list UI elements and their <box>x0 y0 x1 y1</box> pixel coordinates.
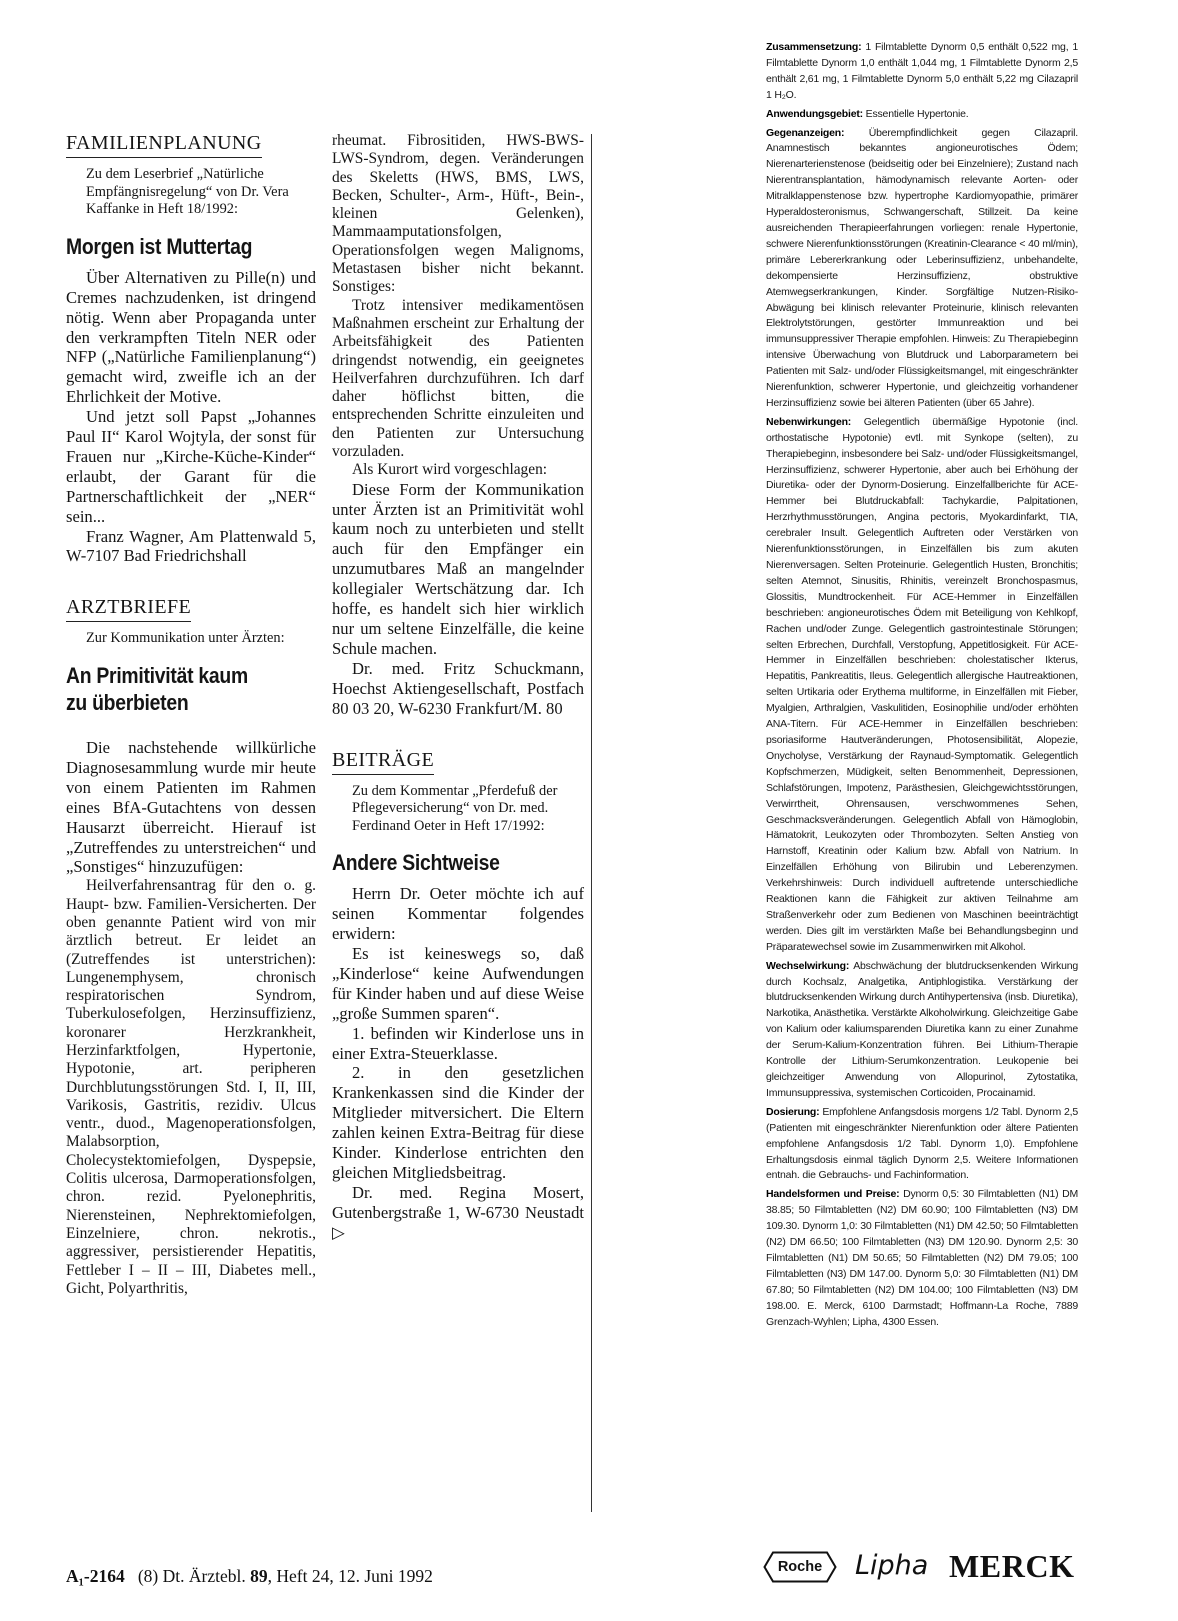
paragraph: Es ist keineswegs so, daß „Kinderlose“ keine Aufwendungen für Kinder haben und auf diese Weise „große Summen sparen“. <box>332 944 584 1023</box>
paragraph: Die nachstehende willkürliche Diagnosesammlung wurde mir heute von einem Patienten im Rahmen eines BfA-Gutachtens von dessen Hausarzt überreicht. Hierauf ist „Zutreffendes zu unterstreichen“ und „Sonstiges“ hinzuzufügen: <box>66 737 316 877</box>
section-title-arztbriefe: ARZTBRIEFE <box>66 596 316 622</box>
section-title-beitraege: BEITRÄGE <box>332 749 584 775</box>
section-title-familienplanung: FAMILIENPLANUNG <box>66 132 316 158</box>
column-divider <box>591 134 592 1512</box>
letter-intro-beitraege: Zu dem Kommentar „Pferdefuß der Pflegeversicherung“ von Dr. med. Ferdinand Oeter in Heft 17/1992: <box>352 782 558 834</box>
headline-primitivitaet <box>66 662 286 716</box>
quoted-form-text: rheumat. Fibrositiden, HWS-BWS-LWS-Syndrom, degen. Veränderungen des Skeletts (HWS, BMS, LWS, Becken, Schulter-, Arm-, Hüft-, Bein-, kleinen Gelenken), Mammaamputationsfolgen, Operationsfolgen wegen Malignoms, Metastasen bisher nicht bekannt. Sonstiges: <box>332 132 584 296</box>
page-code: A₁-2164 <box>66 1566 125 1586</box>
journal-volume: 89 <box>250 1566 268 1586</box>
letter-signature: Dr. med. Regina Mosert, Gutenbergstraße 1, W-6730 Neustadt ▷ <box>332 1182 584 1242</box>
lipha-logo: Lipha <box>855 1550 929 1581</box>
letter-body-familienplanung <box>66 268 316 567</box>
rx-zusammensetzung: Zusammensetzung: 1 Filmtablette Dynorm 0,5 enthält 0,522 mg, 1 Filmtablette Dynorm 1,0 enthält 1,044 mg, 1 Filmtablette Dynorm 2,5 enthält 2,61 mg, 1 Filmtablette Dynorm 5,0 enthält 5,22 mg Cilazapril 1 H₂O. <box>766 41 1078 101</box>
journal-name: (8) Dt. Ärztebl. <box>137 1566 246 1586</box>
paragraph: Und jetzt soll Papst „Johannes Paul II“ Karol Wojtyla, der sonst für Frauen nur „Kirche-Küche-Kinder“ erlaubt, der Garant für die Partnerschaftlichkeit der „NER“ sein... <box>66 407 316 526</box>
quoted-form-text: Heilverfahrensantrag für den o. g. Haupt- bzw. Familien-Versicherten. Der oben genannte Patient wird von mir ärztlich betreut. Er leidet an (Zutreffendes ist unterstrichen): Lungenemphysem, chronisch respiratorischen Syndrom, Tuberkulosefolgen, Herzinsuffizienz, koronarer Herzkrankheit, Herzinfarktfolgen, Hypertonie, Hypotonie, art. peripheren Durchblutungsstörungen Std. I, II, III, Varikosis, Gastritis, rezidiv. Ulcus ventr., duod., Magenoperationsfolgen, Malabsorption, Cholecystektomiefolgen, Dyspepsie, Colitis ulcerosa, Darmoperationsfolgen, chron. rezid. Pyelonephritis, Nierensteinen, Nephrektomiefolgen, Einzelniere, chron. nekrotis., aggressiver, persistierender Hepatitis, Fettleber I – II – III, Diabetes mell., Gicht, Polyarthritis, <box>66 877 316 1297</box>
paragraph: 1. befinden wir Kinderlose uns in einer Extra-Steuerklasse. <box>332 1023 584 1063</box>
column-middle <box>332 132 584 1243</box>
quoted-form-text: Trotz intensiver medikamentösen Maßnahmen erscheint zur Erhaltung der Arbeitsfähigkeit des Patienten dringendst notwendig, ein geeignetes Heilverfahren durchzuführen. Ich darf daher höflichst bitten, die entsprechenden Schritte einzuleiten und den Patienten zur Untersuchung vorzuladen. <box>332 296 584 461</box>
issue-date: , Heft 24, 12. Juni 1992 <box>267 1566 433 1586</box>
paragraph: Diese Form der Kommunikation unter Ärzten ist an Primitivität wohl kaum noch zu unterbieten und stellt auch für den Empfänger ein unzumutbares Maß an mangelnder kollegialer Wertschätzung dar. Ich hoffe, es handelt sich hier wirklich nur um seltene Einzelfälle, die keine Schule machen. <box>332 479 584 658</box>
headline-line: zu überbieten <box>66 689 189 715</box>
column-left <box>66 132 316 1298</box>
rx-wechselwirkung: Wechselwirkung: Abschwächung der blutdrucksenkenden Wirkung durch Kochsalz, Analgetika, Antiphlogistika. Verstärkung der blutdrucksenkenden Wirkung durch Antihypertensiva (insb. Diuretika), Narkotika, Anästhetika. Verstärkte Alkoholwirkung. Gleichzeitige Gabe von Kalium oder kaliumsparenden Diuretika kann zu einer Zunahme der Serum-Kalium-Konzentration führen. Bei Lithium-Therapie Kontrolle der Lithium-Serumkonzentration. Leukopenie bei gleichzeitiger Anwendung von Allopurinol, Zytostatika, Immunsuppressiva, systemischen Corticoiden, Procainamid. <box>766 959 1078 1099</box>
rx-handelsformen: Handelsformen und Preise: Dynorm 0,5: 30 Filmtabletten (N1) DM 38.85; 50 Filmtabletten (N2) DM 60.90; 100 Filmtabletten (N3) DM 109.30. Dynorm 1,0: 30 Filmtabletten (N1) DM 42.50; 50 Filmtabletten (N2) DM 66.50; 100 Filmtabletten (N3) DM 120.90. Dynorm 2,5: 30 Filmtabletten (N1) DM 50.65; 50 Filmtabletten (N2) DM 79.05; 100 Filmtabletten (N3) DM 147.00. Dynorm 5,0: 30 Filmtabletten (N1) DM 67.80; 50 Filmtabletten (N2) DM 104.00; 100 Filmtabletten (N3) DM 198.00. E. Merck, 6100 Darmstadt; Hoffmann-La Roche, 7889 Grenzach-Wyhlen; Lipha, 4300 Essen. <box>766 1188 1078 1328</box>
letter-intro-familienplanung: Zu dem Leserbrief „Natürliche Empfängnisregelung“ von Dr. Vera Kaffanke in Heft 18/1992: <box>86 166 289 218</box>
rx-nebenwirkungen: Nebenwirkungen: Gelegentlich übermäßige Hypotonie (incl. orthostatische Hypotonie) evtl. mit Synkope (selten), zu Therapiebeginn, insbesondere bei Salz- und/oder Flüssigkeitsmangel, Herzinsuffizienz, schwerer Hypertonie, aber auch bei Erhöhung der Diuretika- oder der Dynorm-Dosierung. Einzelfallberichte für ACE-Hemmer bei Blutdruckabfall: Tachykardie, Palpitationen, Herzrhythmusstörungen, Angina pectoris, Myokardinfarkt, TIA, cerebraler Insult. Gelegentlich Auftreten oder Verstärken von Nierenfunktionsstörungen, in Einzelfällen bis zum akuten Nierenversagen. Selten Proteinurie. Gelegentlich Husten, Bronchitis; selten Atemnot, Sinusitis, Rhinitis, vereinzelt Bronchospasmus, Glossitis, Mundtrockenheit. Für ACE-Hemmer in Einzelfällen beschrieben: angioneurotisches Ödem mit Beteiligung von Kehlkopf, Rachen und/oder Zunge. Gelegentlich gastrointestinale Störungen; selten Erbrechen, Durchfall, Verstopfung, Appetitlosigkeit. Für ACE-Hemmer in Einzelfällen beschrieben: cholestatischer Ikterus, Hepatitis, Pankreatitis, Ileus. Gelegentlich allergische Hautreaktionen, selten Urtikaria oder Erythema multiforme, in Einzelfällen mit Fieber, Myalgien, Arthralgien, Vaskulitiden, Eosinophilie und/oder erhöhten ANA-Titern. Für ACE-Hemmer in Einzelfällen beschrieben: psoriasiforme Hautveränderungen, Photosensibilität, Alopezie, Onycholyse, Verstärkung der Raynaud-Symptomatik. Gelegentlich Kopfschmerzen, Müdigkeit, selten Benommenheit, Depressionen, Schlafstörungen, Impotenz, Parästhesien, Gleichgewichtsstörungen, Verwirrtheit, Ohrensausen, verschwommenes Sehen, Geschmacksveränderungen. Gelegentlich Abfall von Hämoglobin, Hämatokrit, Leukozyten oder Thrombozyten. Selten Anstieg von Harnstoff, Kreatinin oder Kalium bzw. Abfall von Natrium. In Einzelfällen Erhöhung von Bilirubin und Leberenzymen. Verkehrshinweis: Durch individuell auftretende unterschiedliche Reaktionen kann die Fähigkeit zur aktiven Teilnahme am Straßenverkehr oder zum Bedienen von Maschinen beeinträchtigt werden. Dies gilt im verstärkten Maße bei Behandlungsbeginn und Präparatewechsel sowie im Zusammenwirken mit Alkohol. <box>766 415 1079 953</box>
roche-logo-text: Roche <box>777 1559 823 1575</box>
letter-body-beitraege <box>332 884 584 1242</box>
merck-logo: MERCK <box>949 1548 1075 1584</box>
page-footer <box>66 1566 433 1587</box>
paragraph: Über Alternativen zu Pille(n) und Cremes nachzudenken, ist dringend nötig. Wenn aber Propaganda unter den verkrampften Titeln NER oder NFP („Natürliche Familienplanung“) gemacht wird, zweifle ich an der Ehrlichkeit der Motive. <box>66 267 316 407</box>
paragraph: 2. in den gesetzlichen Krankenkassen sind die Kinder der Mitglieder mitversichert. Die Eltern zahlen keinen Extra-Beitrag für diese Kinder. Kinderlose entrichten den gleichen Mitgliedsbeitrag. <box>332 1063 584 1182</box>
headline-andere-sichtweise: Andere Sichtweise <box>332 850 500 876</box>
rx-dosierung: Dosierung: Empfohlene Anfangsdosis morgens 1/2 Tabl. Dynorm 2,5 (Patienten mit eingeschränkter Nierenfunktion oder ältere Patienten empfohlene Anfangsdosis 1/2 Tabl. Dynorm 1,0). Empfohlene Erhaltungsdosis einmal täglich Dynorm 2,5. Weitere Informationen entnah. die Gebrauchs- und Fachinformation. <box>766 1105 1078 1182</box>
letter-body-arztbriefe-continued <box>332 132 584 719</box>
headline-line: An Primitivität kaum <box>66 662 248 688</box>
quoted-form-text: Als Kurort wird vorgeschlagen: <box>352 461 548 479</box>
letter-body-arztbriefe <box>66 738 316 1298</box>
letter-signature: Dr. med. Fritz Schuckmann, Hoechst Aktiengesellschaft, Postfach 80 03 20, W-6230 Frankfurt/M. 80 <box>332 658 584 718</box>
rx-gegenanzeigen: Gegenanzeigen: Überempfindlichkeit gegen Cilazapril. Anamnestisch bekanntes angioneurotisches Ödem; Nierenarterienstenose (beidseitig oder bei Einzelniere); Zustand nach Nierentransplantation, hämodynamisch relevante Aorten- oder Mitralklappenstenose bzw. hypertrophe Kardiomyopathie, primärer Hyperaldosteronismus, Schwangerschaft, Stillzeit. Da keine ausreichenden Therapieerfahrungen vorliegen: renale Hypertonie, schwere Nierenfunktionsstörungen (Kreatinin-Clearance < 40 ml/min), primäre Lebererkrankung oder Leberinsuffizienz, unbehandelte, dekompensierte Herzinsuffizienz, obstruktive Atemwegserkrankungen, Kinder. Sorgfältige Nutzen-Risiko-Abwägung bei klinisch relevanter Proteinurie, klinisch relevanten Elektrolytstörungen, gestörter Immunreaktion und bei immunsuppressiver Therapie empfohlen. Hinweis: Zu Therapiebeginn intensive Überwachung von Blutdruck und Laborparametern bei Patienten mit Salz- und/oder Flüssigkeitsmangel, mit eingeschränkter Nierenfunktion, schwerer Hypertonie, und gleichzeitig vorhandener Herzinsuffizienz sowie bei älteren Patienten (über 65 Jahre). <box>766 126 1079 409</box>
prescribing-information <box>766 40 1078 1334</box>
letter-intro-arztbriefe: Zur Kommunikation unter Ärzten: <box>86 630 285 647</box>
letter-signature: Franz Wagner, Am Plattenwald 5, W-7107 Bad Friedrichshall <box>66 526 316 566</box>
rx-anwendungsgebiet: Anwendungsgebiet: Essentielle Hypertonie. <box>766 107 969 120</box>
company-logos <box>763 1548 1093 1590</box>
paragraph: Herrn Dr. Oeter möchte ich auf seinen Kommentar folgendes erwidern: <box>332 884 584 944</box>
headline-morgen-ist-muttertag: Morgen ist Muttertag <box>66 233 253 259</box>
